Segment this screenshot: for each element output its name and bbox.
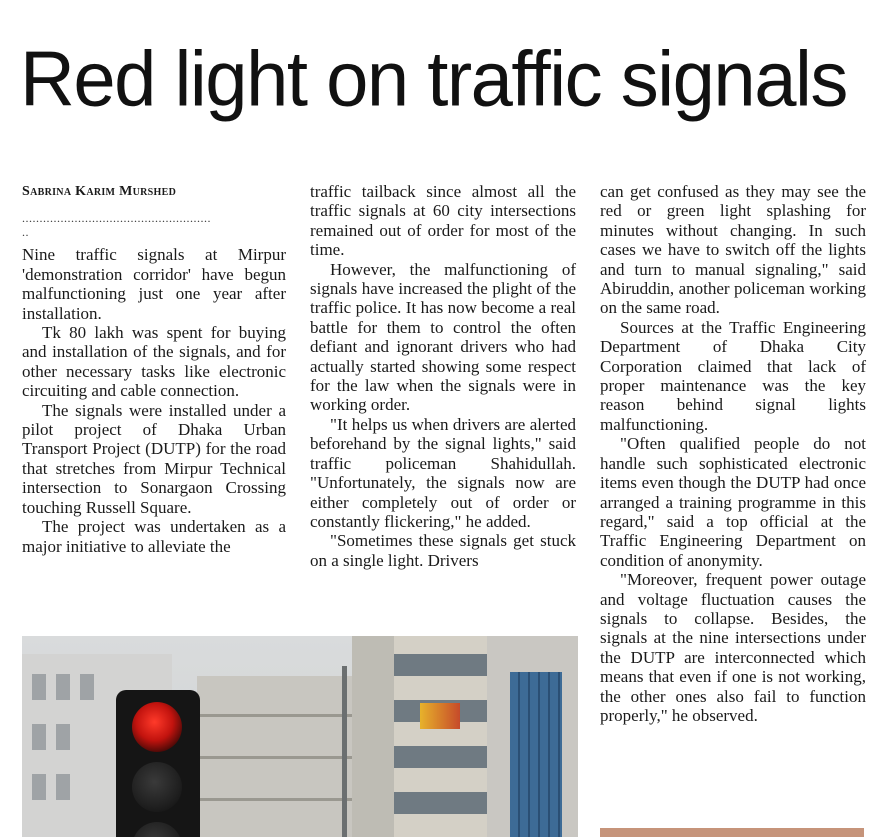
lamp-pole	[342, 666, 347, 837]
headline: Red light on traffic signals	[20, 36, 847, 123]
article-column-1	[22, 182, 286, 556]
paragraph: Sources at the Traffic Engineering Department of Dhaka City Corporation claimed that lack of proper maintenance was the key reason behind signal lights malfunctioning.	[600, 317, 866, 434]
paragraph: "It helps us when drivers are alerted beforehand by the signal lights," said traffic policeman Shahidullah. "Unfortunately, the signals now are either completely out of order or constantly flickering," he added.	[310, 414, 576, 531]
paragraph: Tk 80 lakh was spent for buying and installation of the signals, and for other necessary tasks like electronic circuiting and cable connection.	[22, 323, 286, 401]
article-column-3	[600, 182, 866, 725]
article-column-2	[310, 182, 576, 570]
red-light-icon	[132, 702, 182, 752]
traffic-signal	[116, 690, 200, 837]
paragraph: "Sometimes these signals get stuck on a single light. Drivers	[310, 531, 576, 570]
amber-light-icon	[132, 762, 182, 812]
paragraph: "Moreover, frequent power outage and voltage fluctuation causes the signals to collapse. Besides, the signals at the nine intersections under the DUTP are interconnected which means that even if one is not working, the other ones also fail to function properly," he observed.	[600, 570, 866, 725]
glass-facade	[510, 672, 562, 837]
paragraph: The signals were installed under a pilot project of Dhaka Urban Transport Project (DUTP) for the road that stretches from Mirpur Technical intersection to Sonargaon Crossing touching Russell Square.	[22, 400, 286, 517]
paragraph: The project was undertaken as a major initiative to alleviate the	[22, 517, 286, 556]
green-light-icon	[132, 822, 182, 837]
building-middle	[197, 676, 357, 837]
byline: Sabrina Karim Murshed	[22, 184, 177, 199]
byline-separator: ......................................................	[22, 211, 211, 226]
paragraph: "Often qualified people do not handle such sophisticated electronic items even though the DUTP had once arranged a training programme in this regard," said a top official at the Traffic Engineering Department on condition of anonymity.	[600, 434, 866, 570]
byline-separator-tail: ..	[22, 225, 29, 240]
paragraph: traffic tailback since almost all the traffic signals at 60 city intersections remained out of order for most of the time.	[310, 182, 576, 260]
paragraph: Nine traffic signals at Mirpur 'demonstration corridor' have begun malfunctioning just one year after installation.	[22, 245, 286, 323]
building-curved	[394, 636, 494, 837]
billboard	[420, 703, 460, 729]
paragraph: can get confused as they may see the red or green light splashing for minutes without changing. In such cases we have to switch off the lights and turn to manual signaling," said Abiruddin, another policeman working on the same road.	[600, 182, 866, 318]
traffic-signal-photo	[22, 636, 578, 837]
next-article-strip	[600, 828, 864, 837]
paragraph: However, the malfunctioning of signals have increased the plight of the traffic police. It has now become a real battle for them to control the often defiant and ignorant drivers who had actually started showing some respect for the law when the signals were in working order.	[310, 259, 576, 415]
